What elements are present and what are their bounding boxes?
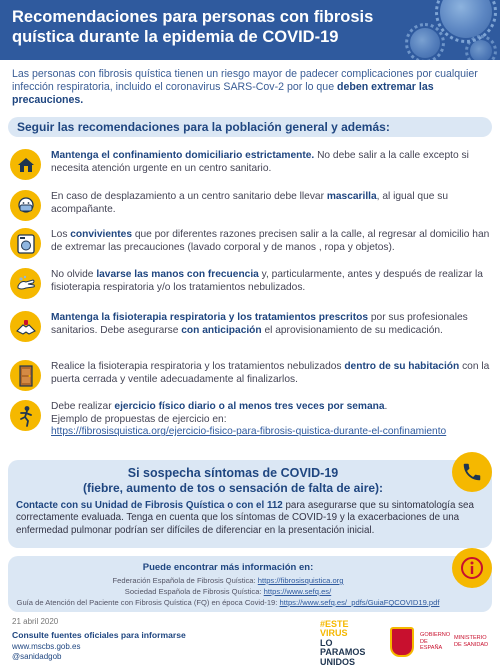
recommendation-text: Los convivientes que por diferentes razones precisen salir a la calle, al regresar al domicilio han de extremar las precauciones (lavado corporal y de manos , ropa y objetos). bbox=[51, 229, 490, 253]
phone-icon bbox=[452, 452, 492, 492]
recommendation-text: Realice la fisioterapia respiratoria y los tratamientos nebulizados dentro de su habitación con la puerta cerrada y ventile adecuadamente al finalizarlos. bbox=[51, 361, 490, 385]
publication-date: 21 abril 2020 bbox=[12, 617, 59, 626]
virus-illustration bbox=[440, 0, 492, 38]
hand-washing-icon bbox=[10, 268, 41, 299]
intro-text: Las personas con fibrosis quística tienen un riesgo mayor de padecer complicaciones por cualquier infección respiratoria, incluido el coronavirus SARS-Cov-2 por lo que bbox=[12, 68, 478, 94]
recommendation-text: Mantenga la fisioterapia respiratoria y los tratamientos prescritos por sus profesionales sanitarios. Debe asegurarse con anticipación el aprovisionamiento de su medicación. bbox=[51, 312, 468, 336]
recommendation-text: Debe realizar ejercicio físico diario o al menos tres veces por semana. Ejemplo de propuestas de ejercicio en: https://fibrosisquistica.org/ejercicio-fisico-para-fibrosis-quistica-durante-el-confinamiento bbox=[51, 401, 447, 438]
sefq-link[interactable]: https://www.sefq.es/ bbox=[263, 587, 332, 596]
section-banner-label: Seguir las recomendaciones para la población general y además: bbox=[17, 120, 390, 134]
gov-label: GOBIERNO DE ESPAÑA bbox=[420, 632, 451, 652]
government-logo bbox=[390, 624, 495, 660]
section-banner bbox=[8, 117, 492, 137]
consult-sources-text: Consulte fuentes oficiales para informarse bbox=[12, 630, 186, 640]
page-title: Recomendaciones para personas con fibrosis quística durante la epidemia de COVID-19 bbox=[12, 8, 374, 46]
ministry-label: MINISTERIO DE SANIDAD bbox=[454, 635, 489, 648]
ministry-website-link[interactable]: www.mscbs.gob.es bbox=[12, 642, 81, 651]
virus-illustration bbox=[470, 40, 492, 60]
coat-of-arms-icon bbox=[390, 627, 414, 657]
header-banner bbox=[0, 0, 500, 60]
more-info-line: Sociedad Española de Fibrosis Quística: https://www.sefq.es/ bbox=[124, 587, 332, 596]
face-mask-icon bbox=[10, 190, 41, 221]
door-icon bbox=[10, 360, 41, 391]
washing-machine-icon bbox=[10, 228, 41, 259]
recommendation-text: Mantenga el confinamiento domiciliario estrictamente. No debe salir a la calle excepto si necesita atención urgente en un centro sanitario. bbox=[51, 150, 469, 174]
more-info-line: Federación Española de Fibrosis Quística: https://fibrosisquistica.org bbox=[112, 576, 344, 585]
exercise-link-label: Ejemplo de propuestas de ejercicio en: bbox=[51, 413, 227, 425]
twitter-handle[interactable]: @sanidadgob bbox=[12, 652, 62, 661]
more-info-box bbox=[8, 556, 492, 612]
recommendation-text: En caso de desplazamiento a un centro sanitario debe llevar mascarilla, al igual que su acompañante. bbox=[51, 191, 449, 215]
guide-pdf-link[interactable]: https://www.sefq.es/_pdfs/GuiaFQCOVID19.pdf bbox=[279, 598, 440, 607]
recommendation-text: No olvide lavarse las manos con frecuencia y, particularmente, antes y después de realizar la fisioterapia respiratoria y/o los tratamientos nebulizados. bbox=[51, 269, 483, 293]
exercise-link[interactable]: https://fibrosisquistica.org/ejercicio-fisico-para-fibrosis-quistica-durante-el-confinamiento bbox=[51, 426, 447, 438]
house-icon bbox=[10, 149, 41, 180]
symptoms-subtitle: (fiebre, aumento de tos o sensación de falta de aire): bbox=[82, 481, 384, 495]
symptoms-box bbox=[8, 460, 492, 548]
intro-bold: deben extremar las precauciones. bbox=[12, 81, 434, 107]
symptoms-title: Si sospecha síntomas de COVID-19 bbox=[127, 466, 339, 480]
more-info-title: Puede encontrar más información en: bbox=[142, 562, 314, 573]
symptoms-text: Contacte con su Unidad de Fibrosis Quística o con el 112 para asegurarse que su sintomatología sea correctamente evaluada. Tenga en cuenta que los síntomas de COVID-19 y la exacerbaciones de una enfermedad pulmonar podrían ser difíciles de diferenciar en la presentación inicial. bbox=[16, 500, 474, 536]
exercise-icon bbox=[10, 400, 41, 431]
info-icon bbox=[452, 548, 492, 588]
hands-icon bbox=[10, 311, 41, 342]
fefq-link[interactable]: https://fibrosisquistica.org bbox=[257, 576, 344, 585]
more-info-line: Guía de Atención del Paciente con Fibrosis Quística (FQ) en época Covid-19: https://www.sefq.es/_pdfs/GuiaFQCOVID19.pdf bbox=[16, 598, 440, 607]
campaign-logo: #ESTE VIRUS LO PARAMOS UNIDOS bbox=[320, 619, 366, 666]
virus-illustration bbox=[410, 28, 440, 58]
intro-paragraph bbox=[12, 68, 490, 108]
